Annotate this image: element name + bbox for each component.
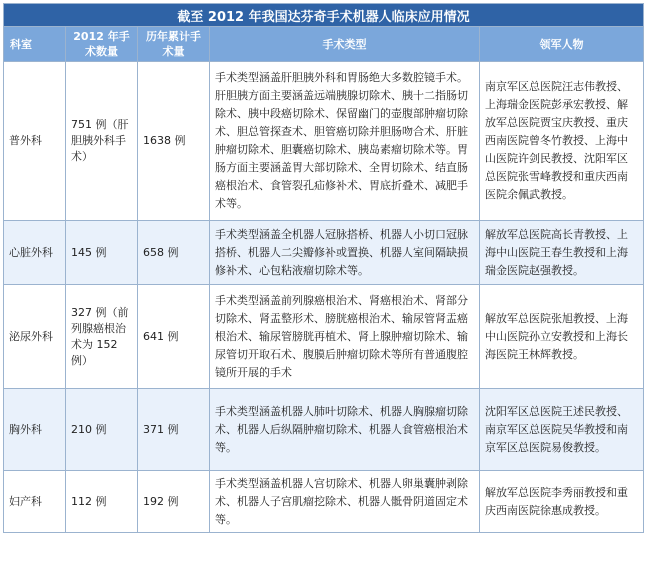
dept-cell: 普外科 <box>4 62 66 221</box>
total-cell: 658 例 <box>138 221 210 285</box>
total-cell: 192 例 <box>138 471 210 533</box>
header-row <box>4 27 644 62</box>
table-row <box>4 389 644 471</box>
leader-cell: 南京军区总医院汪志伟教授、上海瑞金医院彭承宏教授、解放军总医院贾宝庆教授、重庆西南医院曾冬竹教授、上海中山医院许剑民教授、沈阳军区总医院张雪峰教授和重庆西南医院余佩武教授。 <box>480 62 644 221</box>
total-cell: 371 例 <box>138 389 210 471</box>
dept-cell: 心脏外科 <box>4 221 66 285</box>
table-row <box>4 471 644 533</box>
count-2012-cell: 210 例 <box>66 389 138 471</box>
table-container <box>3 3 643 533</box>
count-2012-cell: 751 例（肝胆胰外科手术） <box>66 62 138 221</box>
leader-cell: 沈阳军区总医院王述民教授、南京军区总医院吴华教授和南京军区总医院易俊教授。 <box>480 389 644 471</box>
count-2012-cell: 327 例（前列腺癌根治术为 152 例） <box>66 285 138 389</box>
table-row <box>4 221 644 285</box>
header-leader: 领军人物 <box>480 27 644 62</box>
leader-cell: 解放军总医院张旭教授、上海中山医院孙立安教授和上海长海医院王林辉教授。 <box>480 285 644 389</box>
surgery-type-cell: 手术类型涵盖机器人肺叶切除术、机器人胸腺瘤切除术、机器人后纵隔肿瘤切除术、机器人食管癌根治术等。 <box>210 389 480 471</box>
dept-cell: 泌尿外科 <box>4 285 66 389</box>
total-cell: 641 例 <box>138 285 210 389</box>
surgery-type-cell: 手术类型涵盖肝胆胰外科和胃肠绝大多数腔镜手术。肝胆胰方面主要涵盖远端胰腺切除术、胰十二指肠切除术、胰中段癌切除术、保留幽门的壶腹部肿瘤切除术、胆总管探查术、胆管癌切除并胆肠吻合术、肝脏肿瘤切除术、胆囊癌切除术、胰岛素瘤切除术等。胃肠方面主要涵盖胃大部切除术、全胃切除术、结直肠癌根治术、食管裂孔疝修补术、胃底折叠术、减肥手术等。 <box>210 62 480 221</box>
header-total: 历年累计手术量 <box>138 27 210 62</box>
total-cell: 1638 例 <box>138 62 210 221</box>
header-dept: 科室 <box>4 27 66 62</box>
clinical-table <box>3 3 644 533</box>
table-title: 截至 2012 年我国达芬奇手术机器人临床应用情况 <box>4 4 644 27</box>
surgery-type-cell: 手术类型涵盖全机器人冠脉搭桥、机器人小切口冠脉搭桥、机器人二尖瓣修补或置换、机器人室间隔缺损修补术、心包粘液瘤切除术等。 <box>210 221 480 285</box>
table-row <box>4 62 644 221</box>
dept-cell: 妇产科 <box>4 471 66 533</box>
count-2012-cell: 112 例 <box>66 471 138 533</box>
header-count-2012: 2012 年手术数量 <box>66 27 138 62</box>
surgery-type-cell: 手术类型涵盖前列腺癌根治术、肾癌根治术、肾部分切除术、肾盂整形术、膀胱癌根治术、输尿管肾盂癌根治术、输尿管膀胱再植术、肾上腺肿瘤切除术、输尿管切开取石术、腹膜后肿瘤切除术等所有普通腹腔镜所开展的手术 <box>210 285 480 389</box>
dept-cell: 胸外科 <box>4 389 66 471</box>
surgery-type-cell: 手术类型涵盖机器人宫切除术、机器人卵巢囊肿剥除术、机器人子宫肌瘤挖除术、机器人骶骨阴道固定术等。 <box>210 471 480 533</box>
count-2012-cell: 145 例 <box>66 221 138 285</box>
header-surgery-type: 手术类型 <box>210 27 480 62</box>
table-row <box>4 285 644 389</box>
leader-cell: 解放军总医院李秀丽教授和重庆西南医院徐惠成教授。 <box>480 471 644 533</box>
title-row <box>4 4 644 27</box>
leader-cell: 解放军总医院高长青教授、上海中山医院王春生教授和上海瑞金医院赵强教授。 <box>480 221 644 285</box>
